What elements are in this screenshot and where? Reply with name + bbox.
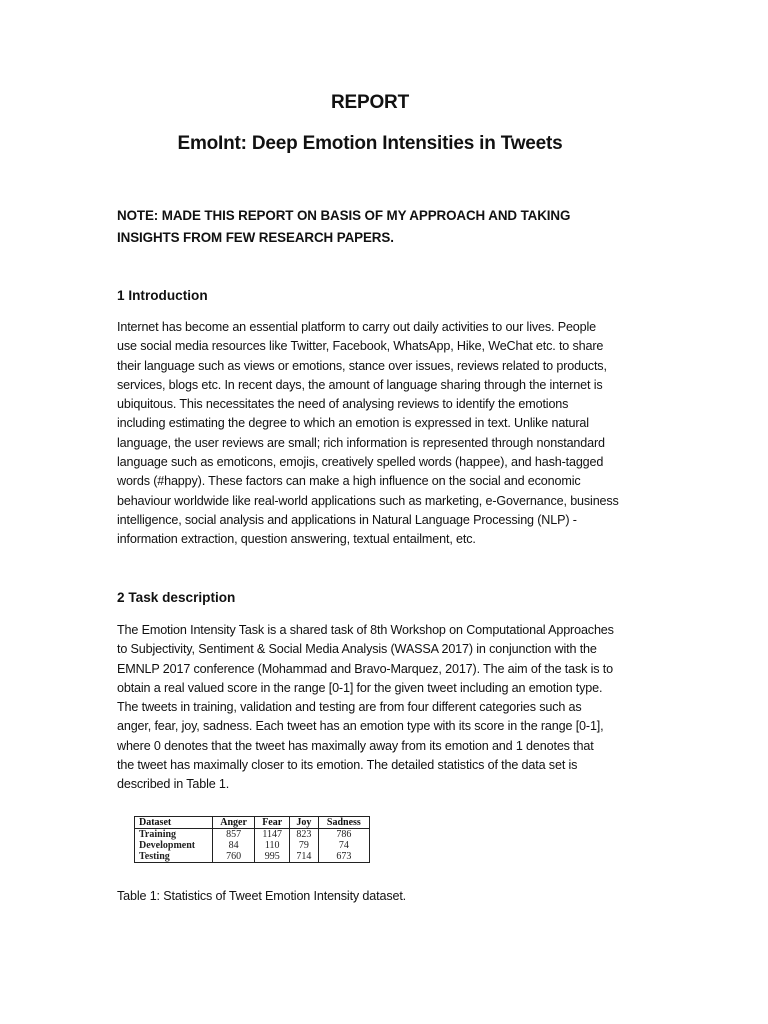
section-heading-introduction: 1 Introduction <box>117 288 208 303</box>
paragraph-line: EMNLP 2017 conference (Mohammad and Bravo-Marquez, 2017). The aim of the task is to <box>117 661 613 676</box>
paragraph-line: their language such as views or emotions, stance over issues, reviews related to products, <box>117 358 607 373</box>
table-cell: 110 <box>255 840 290 851</box>
introduction-paragraph <box>117 318 657 550</box>
paragraph-line: the tweet has maximally closer to its emotion. The detailed statistics of the data set is <box>117 758 578 773</box>
table-cell: 995 <box>255 851 290 863</box>
table-cell: 673 <box>336 851 352 862</box>
table-cell: Development <box>135 840 213 851</box>
paragraph-line: The tweets in training, validation and testing are from four different categories such as <box>117 700 582 715</box>
section-heading-task-description: 2 Task description <box>117 590 236 605</box>
paragraph-line: The Emotion Intensity Task is a shared task of 8th Workshop on Computational Approaches <box>117 623 614 637</box>
paragraph-line: intelligence, social analysis and applications in Natural Language Processing (NLP) - <box>117 512 577 527</box>
table-cell: 823 <box>290 829 319 841</box>
table-header-cell: Dataset <box>135 817 213 829</box>
task-description-paragraph <box>117 621 657 795</box>
table-cell: 786 <box>336 829 352 840</box>
table-cell: 760 <box>212 851 255 863</box>
table-header-cell: Joy <box>290 817 319 829</box>
table-header-cell: Anger <box>212 817 255 829</box>
paragraph-line: including estimating the degree to which an emotion is expressed in text. Unlike natural <box>117 416 589 431</box>
table-cell: 714 <box>290 851 319 863</box>
table-header-cell: Sadness <box>318 817 369 829</box>
table-cell: 1147 <box>255 829 290 841</box>
paragraph-line: words (#happy). These factors can make a high influence on the social and economic <box>117 474 581 489</box>
paragraph-line: language such as emoticons, emojis, creatively spelled words (happee), and hash-tagged <box>117 455 604 470</box>
table-cell: Testing <box>135 851 213 863</box>
paragraph-line: language, the user reviews are small; rich information is represented through nonstandard <box>117 435 605 450</box>
table-header-row <box>135 817 370 829</box>
paragraph-line: use social media resources like Twitter, Facebook, WhatsApp, Hike, WeChat etc. to share <box>117 339 604 354</box>
paragraph-line: to Subjectivity, Sentiment & Social Media Analysis (WASSA 2017) in conjunction with the <box>117 642 597 657</box>
paragraph-line: Internet has become an essential platform to carry out daily activities to our lives. People <box>117 320 597 334</box>
note-block <box>117 205 657 249</box>
report-label: REPORT <box>331 92 409 113</box>
table-cell: Training <box>135 829 213 841</box>
paragraph-line: behaviour worldwide like real-world applications such as marketing, e-Governance, business <box>117 493 619 508</box>
table-row <box>135 840 370 851</box>
table-header-cell: Fear <box>255 817 290 829</box>
table-row <box>135 829 370 841</box>
paragraph-line: anger, fear, joy, sadness. Each tweet has an emotion type with its score in the range [0-1], <box>117 719 604 734</box>
table-cell: 84 <box>212 840 255 851</box>
paragraph-line: ubiquitous. This necessitates the need of analysing reviews to identify the emotions <box>117 397 569 412</box>
table-caption: Table 1: Statistics of Tweet Emotion Intensity dataset. <box>117 889 407 903</box>
paragraph-line: information extraction, question answering, textual entailment, etc. <box>117 532 476 547</box>
note-line: NOTE: MADE THIS REPORT ON BASIS OF MY APPROACH AND TAKING <box>117 208 571 223</box>
statistics-table <box>134 816 370 863</box>
paragraph-line: described in Table 1. <box>117 777 230 792</box>
statistics-table-image <box>134 816 370 863</box>
paragraph-line: obtain a real valued score in the range [0-1] for the given tweet including an emotion type. <box>117 680 603 695</box>
note-line: INSIGHTS FROM FEW RESEARCH PAPERS. <box>117 230 394 245</box>
table-cell: 79 <box>290 840 319 851</box>
table-row <box>135 851 370 863</box>
table-cell: 857 <box>212 829 255 841</box>
table-cell: 74 <box>338 840 349 851</box>
paragraph-line: services, blogs etc. In recent days, the amount of language sharing through the internet is <box>117 377 603 392</box>
paragraph-line: where 0 denotes that the tweet has maximally away from its emotion and 1 denotes that <box>117 738 594 753</box>
document-title: EmoInt: Deep Emotion Intensities in Tweets <box>177 133 563 154</box>
